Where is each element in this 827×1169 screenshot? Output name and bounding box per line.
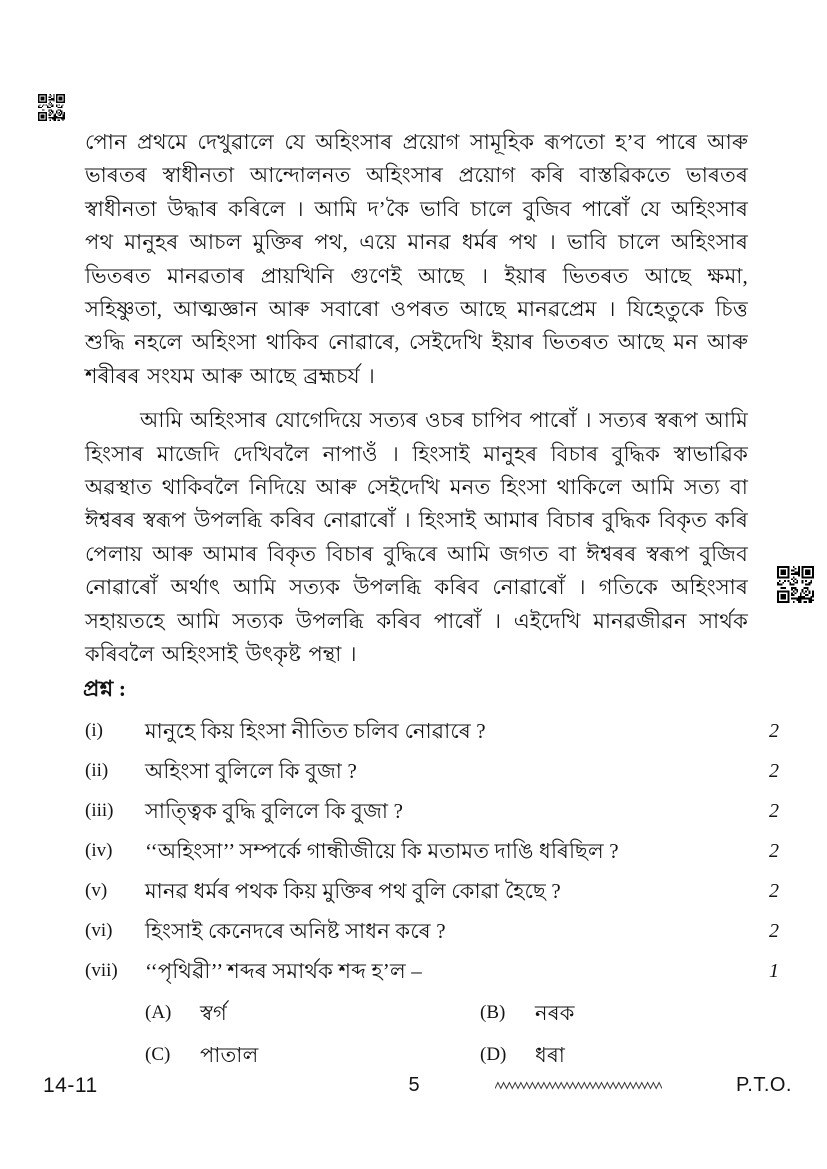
question-line [85,838,785,864]
question-marks: 2 [769,880,779,902]
passage-paragraph: পোন প্ৰথমে দেখুৱালে যে অহিংসাৰ প্ৰয়োগ সামূহিক ৰূপতো হ’ব পাৰে আৰু ভাৰতৰ স্বাধীনতা আন্দোলনত অহিংসাৰ প্ৰয়োগ কৰি বাস্তৱিকতে ভাৰতৰ স্বাধীনতা উদ্ধাৰ কৰিলে । আমি দ’কৈ ভাবি চালে বুজিব পাৰোঁ যে অহিংসাৰ পথ মানুহৰ আচল মুক্তিৰ পথ, এয়ে মানৱ ধৰ্মৰ পথ । ভাবি চালে অহিংসাৰ ভিতৰত মানৱতাৰ প্ৰায়খিনি গুণেই আছে । ইয়াৰ ভিতৰত আছে ক্ষমা, সহিষ্ণুতা, আত্মজ্ঞান আৰু সবাৰো ওপৰত আছে মানৱপ্ৰেম । যিহেতুকে চিত্ত শুদ্ধি নহলে অহিংসা থাকিব নোৱাৰে, সেইদেখি ইয়াৰ ভিতৰত আছে মন আৰু শৰীৰৰ সংযম আৰু আছে ব্ৰহ্মচৰ্য । [85,130,748,388]
option-text: ধৰা [535,1043,566,1067]
option-label: (A) [145,1002,172,1023]
question-text: ‘‘পৃথিৱী’’ শব্দৰ সমাৰ্থক শব্দ হ’ল – [145,959,422,983]
question-number: (i) [85,720,103,741]
question-line [85,798,785,824]
question-number: (ii) [85,760,109,781]
questions-list [85,718,785,1082]
question-line [85,718,785,744]
option-text: নৰক [535,1001,575,1025]
question-line [85,878,785,904]
option-text: স্বৰ্গ [200,1001,227,1025]
question-text: মানৱ ধৰ্মৰ পথক কিয় মুক্তিৰ পথ বুলি কোৱা হৈছে ? [145,879,561,903]
questions-heading: প্ৰশ্ন : [83,676,127,701]
qr-code-icon [38,94,65,121]
question-row [85,718,785,744]
option-label: (D) [480,1044,507,1065]
question-row [85,758,785,784]
question-marks: 2 [769,800,779,822]
option-label: (B) [480,1002,506,1023]
question-text: মানুহে কিয় হিংসা নীতিত চলিব নোৱাৰে ? [145,719,486,743]
options-grid [145,1000,785,1068]
question-line [85,758,785,784]
question-number: (vii) [85,960,118,981]
question-line [85,918,785,944]
question-row [85,958,785,1068]
question-text: হিংসাই কেনেদৰে অনিষ্ট সাধন কৰে ? [145,919,446,943]
pto-label: P.T.O. [736,1074,792,1096]
question-text: অহিংসা বুলিলে কি বুজা ? [145,759,358,783]
page-number: 5 [408,1074,420,1096]
question-row [85,798,785,824]
question-row [85,838,785,864]
reading-passage [85,126,748,672]
question-row [85,918,785,944]
question-marks: 1 [769,960,779,982]
qr-code-icon [776,566,815,603]
question-number: (iii) [85,800,114,821]
option-text: পাতাল [200,1043,259,1067]
question-marks: 2 [769,720,779,742]
question-marks: 2 [769,840,779,862]
option-label: (C) [145,1044,171,1065]
zigzag-line-icon [495,1081,662,1091]
question-row [85,878,785,904]
question-marks: 2 [769,760,779,782]
question-marks: 2 [769,920,779,942]
passage-paragraph: আমি অহিংসাৰ যোগেদিয়ে সত্যৰ ওচৰ চাপিব পাৰোঁ । সত্যৰ স্বৰূপ আমি হিংসাৰ মাজেদি দেখিবলৈ নাপাওঁ । হিংসাই মানুহৰ বিচাৰ বুদ্ধিক স্বাভাৱিক অৱস্থাত থাকিবলৈ নিদিয়ে আৰু সেইদেখি মনত হিংসা থাকিলে আমি সত্য বা ঈশ্বৰৰ স্বৰূপ উপলব্ধি কৰিব নোৱাৰোঁ । হিংসাই আমাৰ বিচাৰ বুদ্ধিক বিকৃত কৰি পেলায় আৰু আমাৰ বিকৃত বিচাৰ বুদ্ধিৰে আমি জগত বা ঈশ্বৰৰ স্বৰূপ বুজিব নোৱাৰোঁ অৰ্থাৎ আমি সত্যক উপলব্ধি কৰিব নোৱাৰোঁ । গতিকে অহিংসাৰ সহায়তহে আমি সত্যক উপলব্ধি কৰিব পাৰোঁ । এইদেখি মানৱজীৱন সাৰ্থক কৰিবলৈ অহিংসাই উৎকৃষ্ট পন্থা । [85,408,748,667]
question-line [85,958,785,984]
question-text: সাত্ত্বিক বুদ্ধি বুলিলে কি বুজা ? [145,799,404,823]
question-number: (vi) [85,920,113,941]
page-footer [0,1072,827,1102]
question-number: (iv) [85,840,113,861]
question-text: ‘‘অহিংসা’’ সম্পৰ্কে গান্ধীজীয়ে কি মতামত দাঙি ধৰিছিল ? [145,839,619,863]
question-number: (v) [85,880,108,901]
paper-code: 14-11 [43,1074,98,1097]
